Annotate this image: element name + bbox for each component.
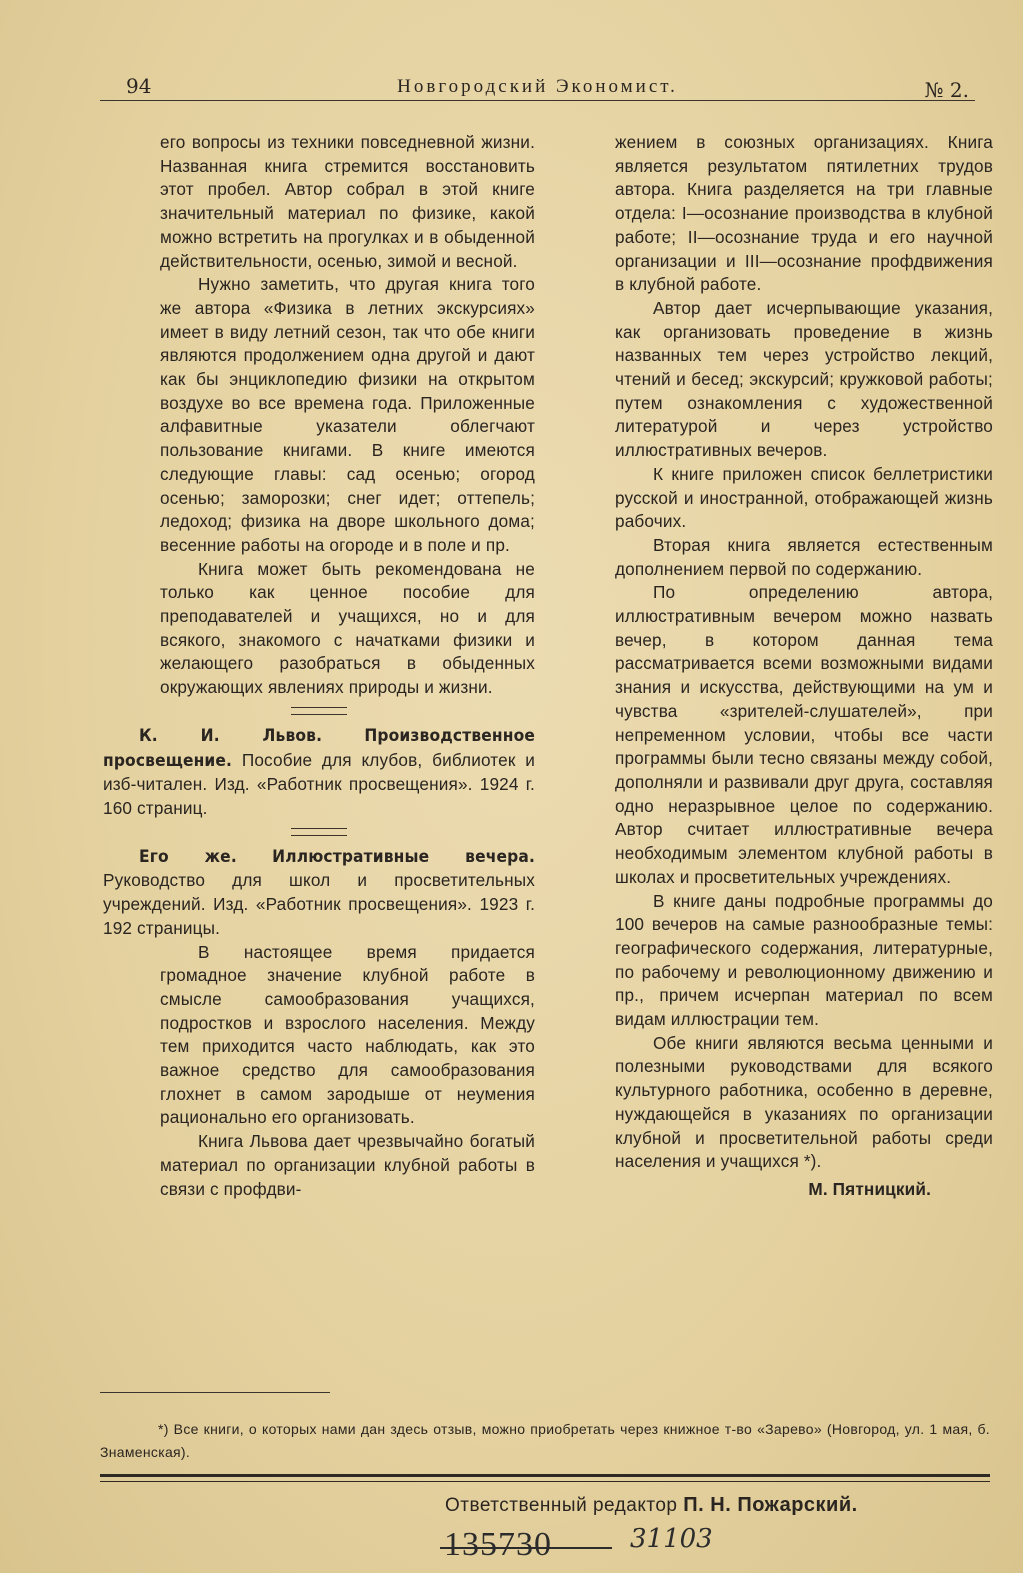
page-header — [100, 70, 975, 101]
stamp-strikethrough — [440, 1547, 612, 1549]
entry-author: К. И. Львов. — [139, 725, 323, 746]
entry-title: Производственное просвещение. — [103, 725, 535, 771]
paragraph: К книге приложен список беллетристики русской и иностранной, отображающей жизнь рабочих. — [615, 463, 993, 532]
bottom-rule-thick — [100, 1474, 990, 1477]
entry-details: Пособие для клубов, библиотек и изб-читален. Изд. «Работник просвещения». 1924 г. 160 страниц. — [103, 749, 535, 818]
entry-details: Руководство для школ и просветительных учреждений. Изд. «Работник просвещения». 1923 г. 192 страницы. — [103, 870, 535, 938]
journal-title: Новгородский Экономист. — [397, 76, 678, 97]
paragraph: В книге даны подробные программы до 100 вечеров на самые разнообразные темы: географического содержания, литературные, по рабочему и революционному движению и пр., причем исчерпан материал по всем видам иллюстрации тем. — [615, 890, 993, 1030]
right-column — [615, 131, 993, 1202]
entry-title: Иллюстративные вечера. — [272, 846, 535, 867]
paragraph: В настоящее время придается громадное значение клубной работе в смысле самообразования учащихся, подростков и взрослого населения. Между тем приходится часто наблюдать, как это важное средство для самообразования глохнет в самом зародыше от неумения рационально его организовать. — [160, 941, 535, 1128]
paragraph: его вопросы из техники повседневной жизни. Названная книга стремится восстановить этот пробел. Автор собрал в этой книге значительный материал по физике, какой можно встретить на прогулках и в обыденной действительности, осенью, зимой и весной. — [160, 132, 535, 271]
entry-author: Его же. — [139, 846, 237, 867]
page-number: 94 — [126, 74, 152, 98]
editor-label: Ответственный редактор — [445, 1495, 678, 1516]
paragraph: Вторая книга является естественным дополнением первой по содержанию. — [615, 534, 993, 579]
inventory-stamp: 135730 — [444, 1526, 552, 1563]
book-entry-2 — [103, 845, 535, 941]
issue-number: № 2. — [924, 78, 969, 102]
paragraph: Нужно заметить, что другая книга того же автора «Физика в летних экскурсиях» имеет в виду летний сезон, так что обе книги являются продолжением одна другой и дают как бы энциклопедию физики на открытом воздухе во все времена года. Приложенные алфавитные указатели облегчают пользование книгами. В книге имеются следующие главы: сад осенью; огород осенью; заморозки; снег идет; оттепель; ледоход; физика на дворе школьного дома; весенние работы на огороде и в поле и пр. — [160, 274, 535, 555]
footnote-rule — [100, 1392, 330, 1393]
separator — [291, 707, 347, 715]
paragraph: Книга Львова дает чрезвычайно богатый материал по организации клубной работы в связи с профдви- — [160, 1131, 535, 1199]
footnote: *) Все книги, о которых нами дан здесь отзыв, можно приобретать через книжное т-во «Зарево» (Новгород, ул. 1 мая, б. Знаменская). — [100, 1421, 990, 1460]
author-signature: М. Пятницкий. — [808, 1178, 931, 1199]
paragraph: Обе книги являются весьма ценными и полезными руководствами для всякого культурного работника, особенно в деревне, нуждающейся в указаниях по организации клубной и просветительной работы среди населения и учащихся *). — [615, 1032, 993, 1172]
paragraph: По определению автора, иллюстративным вечером можно назвать вечер, в котором данная тема рассматривается всеми возможными видами знания и искусства, действующими на ум и чувства «зрителей-слушателей», при непременном условии, чтобы все части программы были тесно связаны между собой, дополняли и развивали друг друга, составляя одно неразрывное целое по содержанию. Автор считает иллюстративные вечера необходимым элементом клубной работы в школах и просветительных учреждениях. — [615, 582, 993, 887]
book-entry-1 — [103, 724, 535, 821]
paragraph: Автор дает исчерпывающие указания, как организовать проведение в жизнь названных тем через устройство лекций, чтений и бесед; экскурсий; кружковой работы; путем ознакомления с художественной литературой и через устройство иллюстративных вечеров. — [615, 297, 993, 461]
bottom-rule-thin — [100, 1481, 990, 1482]
handwritten-number: 31103 — [630, 1524, 713, 1554]
responsible-editor — [445, 1494, 858, 1517]
paragraph: жением в союзных организациях. Книга является результатом пятилетних трудов автора. Книга разделяется на три главные отдела: I—осознание производства в клубной работе; II—осознание труда и его научной организации и III—осознание профдвижения в клубной работе. — [615, 132, 993, 295]
separator — [291, 828, 347, 836]
editor-name: П. Н. Пожарский. — [683, 1494, 858, 1516]
left-column — [103, 131, 535, 1201]
paragraph: Книга может быть рекомендована не только как ценное пособие для преподавателей и учащихся, но и для всякого, знакомого с начатками физики и желающего разобраться в обыденных окружающих явлениях природы и жизни. — [160, 558, 535, 698]
